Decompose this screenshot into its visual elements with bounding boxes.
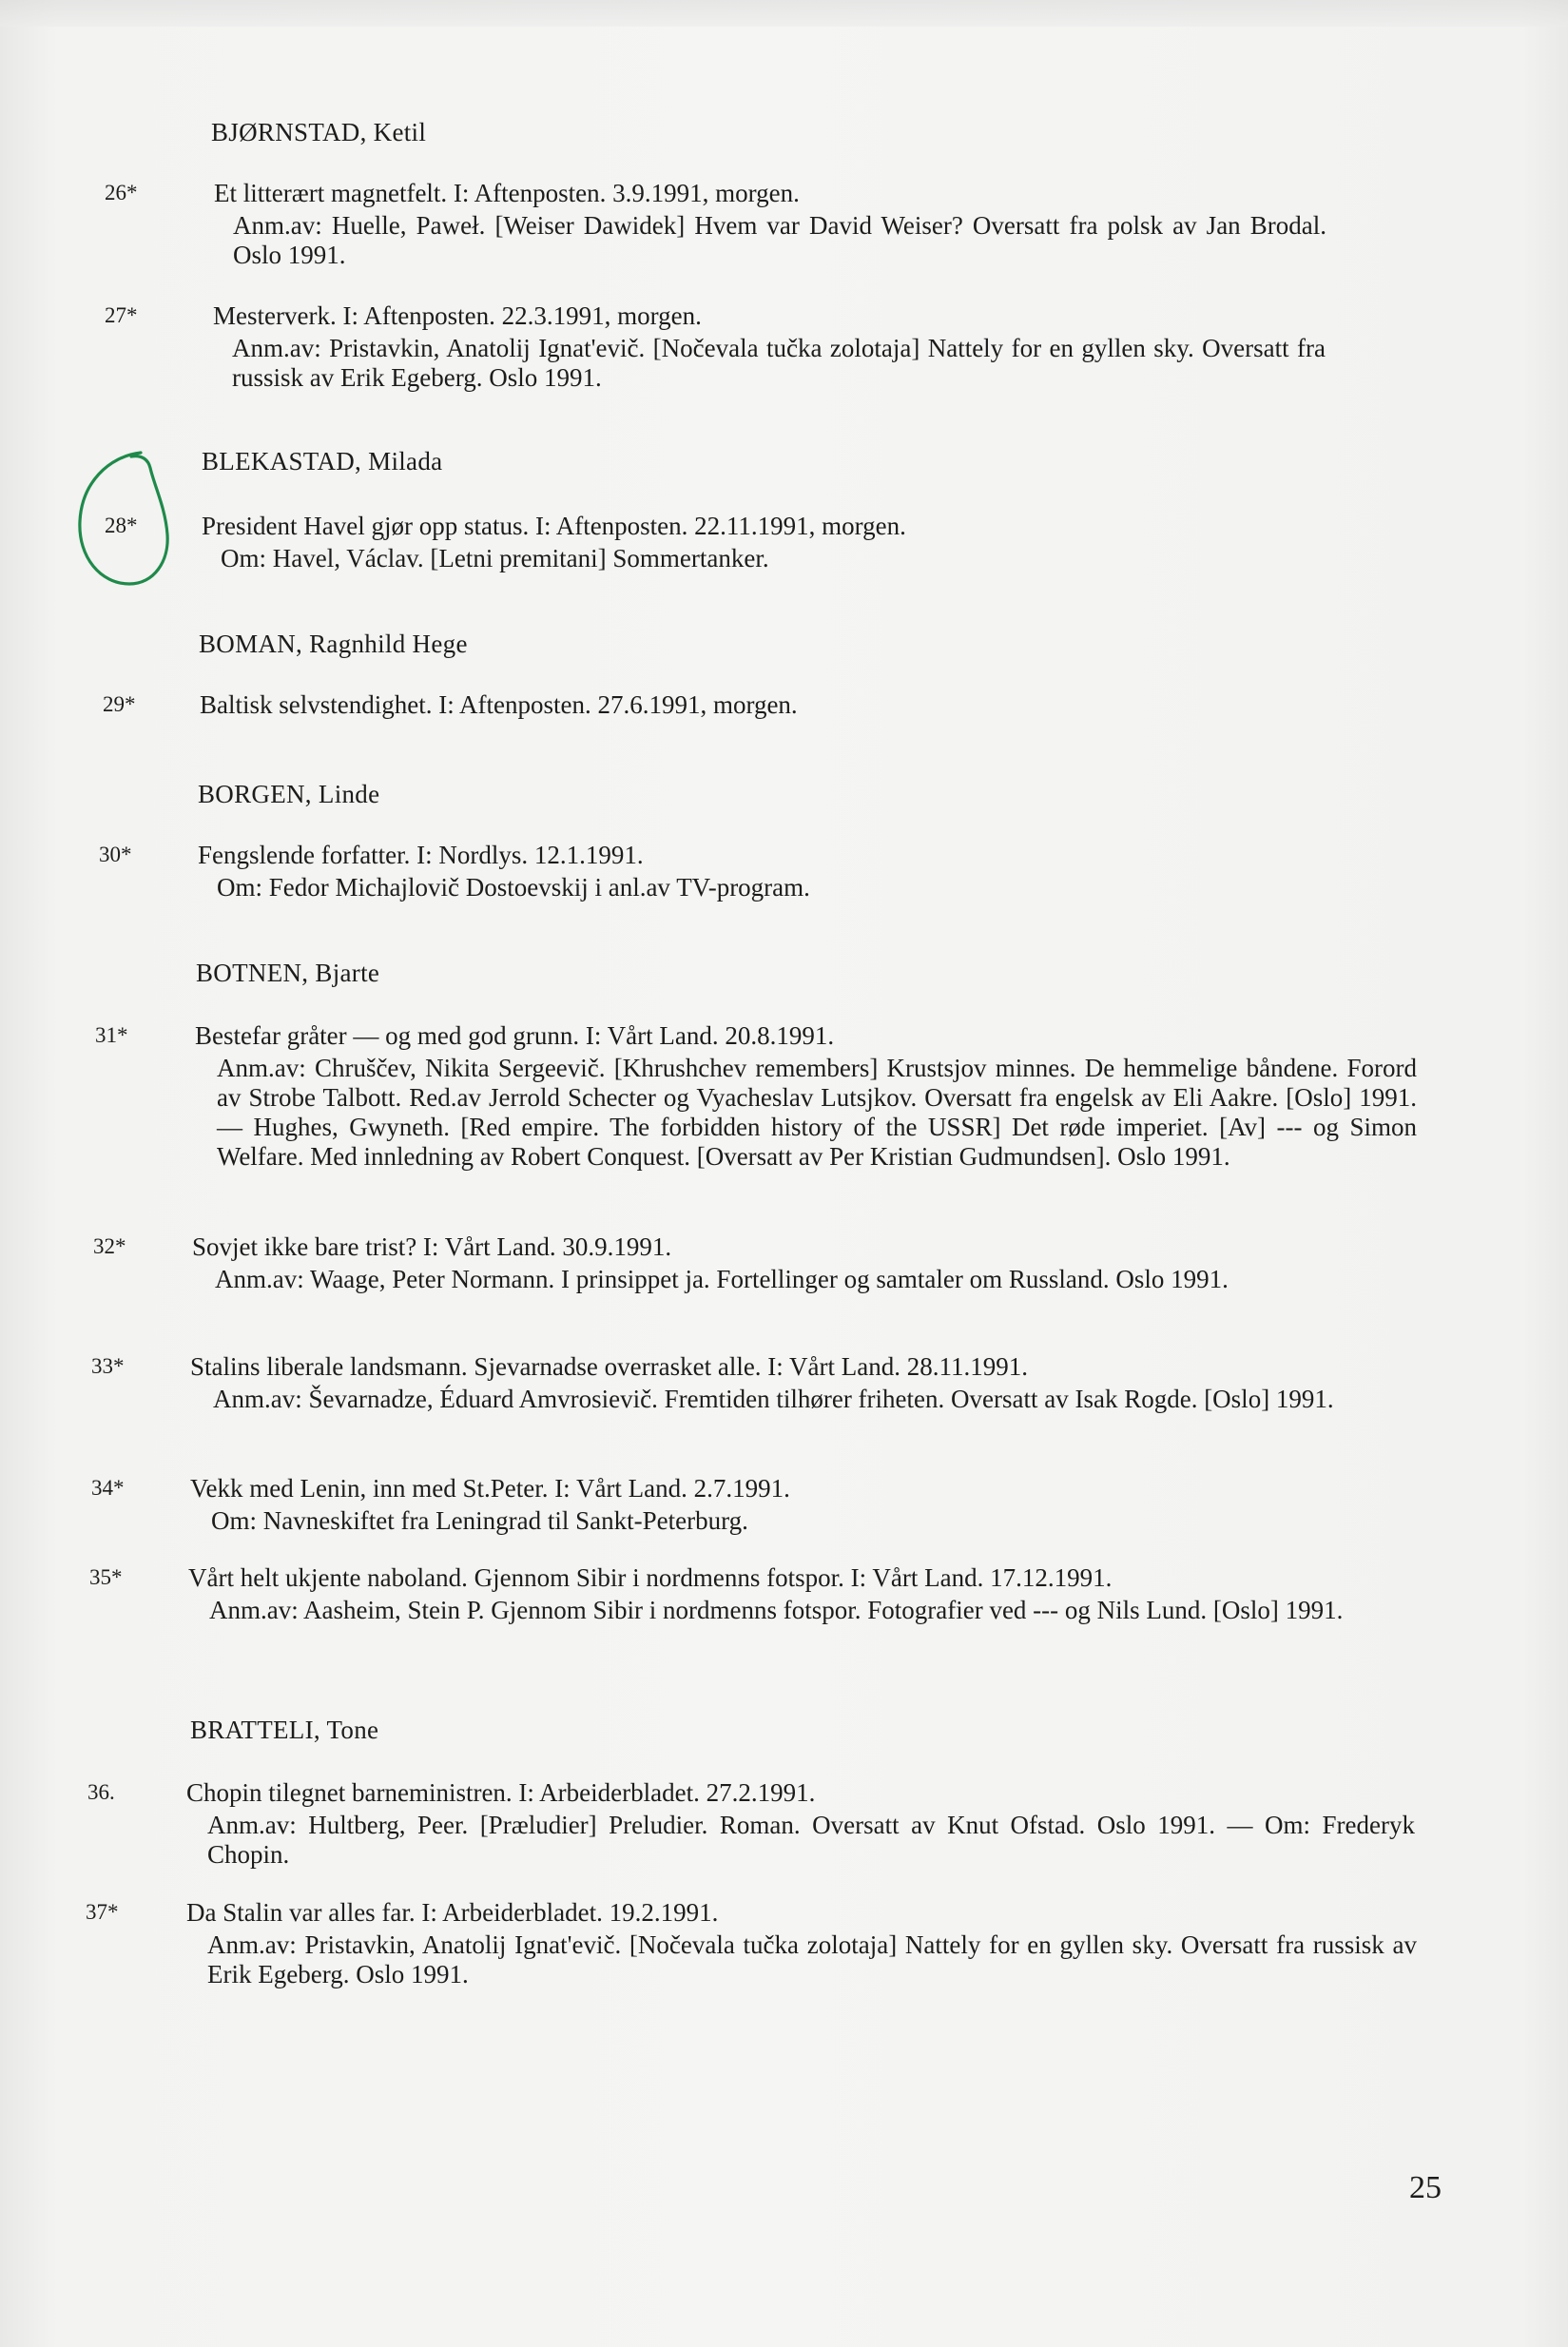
entry-number: 32* bbox=[93, 1234, 126, 1258]
entry-note: Anm.av: Waage, Peter Normann. I prinsippet ja. Fortellinger og samtaler om Russland. Oslo 1991. bbox=[215, 1265, 1229, 1293]
entry-note: Om: Havel, Václav. [Letni premitani] Sommertanker. bbox=[221, 544, 769, 572]
entry-note: Anm.av: Huelle, Paweł. [Weiser Dawidek] Hvem var David Weiser? Oversatt fra polsk av Jan Brodal. Oslo 1991. bbox=[233, 211, 1326, 269]
entry-number: 31* bbox=[95, 1023, 128, 1047]
entry-title: Da Stalin var alles far. I: Arbeiderbladet. 19.2.1991. bbox=[186, 1898, 719, 1927]
entry-note: Anm.av: Hultberg, Peer. [Præludier] Preludier. Roman. Oversatt av Knut Ofstad. Oslo 1991. — Om: Frederyk Chopin. bbox=[207, 1811, 1415, 1869]
entry-number: 30* bbox=[99, 843, 132, 866]
entry-note: Anm.av: Ševarnadze, Éduard Amvrosievič. Fremtiden tilhører friheten. Oversatt av Isak Rogde. [Oslo] 1991. bbox=[213, 1385, 1334, 1413]
entry-number: 29* bbox=[103, 692, 136, 716]
entry-title: Baltisk selvstendighet. I: Aftenposten. 27.6.1991, morgen. bbox=[200, 690, 798, 719]
entry-note: Anm.av: Aasheim, Stein P. Gjennom Sibir i nordmenns fotspor. Fotografier ved --- og Nils Lund. [Oslo] 1991. bbox=[209, 1596, 1344, 1624]
author-heading: BOMAN, Ragnhild Hege bbox=[199, 630, 468, 658]
entry-title: Sovjet ikke bare trist? I: Vårt Land. 30.9.1991. bbox=[192, 1232, 672, 1261]
entry-title: Fengslende forfatter. I: Nordlys. 12.1.1991. bbox=[198, 841, 644, 869]
entry-title: Chopin tilegnet barneministren. I: Arbeiderbladet. 27.2.1991. bbox=[186, 1778, 816, 1807]
entry-number: 26* bbox=[105, 181, 138, 204]
entry-title: Stalins liberale landsmann. Sjevarnadse overrasket alle. I: Vårt Land. 28.11.1991. bbox=[190, 1352, 1029, 1381]
entry-number: 34* bbox=[91, 1476, 125, 1500]
entry-note: Anm.av: Chruščev, Nikita Sergeevič. [Khrushchev remembers] Krustsjov minnes. De hemmelige båndene. Forord av Strobe Talbott. Red.av Jerrold Schecter og Vyacheslav Lutsjkov. Oversatt fra engelsk av Eli Aakre. [Oslo] 1991. — Hughes, Gwyneth. [Red empire. The forbidden history of the USSR] Det røde imperiet. [Av] --- og Simon Welfare. Med innledning av Robert Conquest. [Oversatt av Per Kristian Gudmundsen]. Oslo 1991. bbox=[217, 1054, 1417, 1171]
entry-number: 37* bbox=[86, 1900, 119, 1924]
entry-number: 35* bbox=[89, 1565, 123, 1589]
entry-number: 28* bbox=[105, 514, 138, 537]
entry-title: President Havel gjør opp status. I: Aftenposten. 22.11.1991, morgen. bbox=[202, 512, 906, 540]
entry-title: Et litterært magnetfelt. I: Aftenposten. 3.9.1991, morgen. bbox=[214, 179, 800, 207]
author-heading: BRATTELI, Tone bbox=[190, 1716, 379, 1744]
entry-title: Vekk med Lenin, inn med St.Peter. I: Vårt Land. 2.7.1991. bbox=[190, 1474, 790, 1503]
entry-note: Anm.av: Pristavkin, Anatolij Ignat'evič. [Nočevala tučka zolotaja] Nattely for en gyllen sky. Oversatt fra russisk av Erik Egeberg. Oslo 1991. bbox=[207, 1930, 1417, 1988]
page-number: 25 bbox=[1409, 2170, 1442, 2205]
author-heading: BLEKASTAD, Milada bbox=[202, 447, 443, 475]
entry-note: Om: Navneskiftet fra Leningrad til Sankt-Peterburg. bbox=[211, 1506, 748, 1535]
handwritten-circle-mark bbox=[72, 447, 175, 590]
entry-note: Anm.av: Pristavkin, Anatolij Ignat'evič. [Nočevala tučka zolotaja] Nattely for en gyllen sky. Oversatt fra russisk av Erik Egeberg. Oslo 1991. bbox=[232, 334, 1326, 392]
entry-number: 36. bbox=[87, 1780, 115, 1804]
author-heading: BOTNEN, Bjarte bbox=[196, 959, 380, 987]
entry-title: Mesterverk. I: Aftenposten. 22.3.1991, morgen. bbox=[213, 301, 702, 330]
entry-number: 27* bbox=[105, 303, 138, 327]
author-heading: BORGEN, Linde bbox=[198, 780, 380, 808]
author-heading: BJØRNSTAD, Ketil bbox=[211, 118, 427, 146]
page-top-edge bbox=[0, 0, 1568, 27]
entry-note: Om: Fedor Michajlovič Dostoevskij i anl.av TV-program. bbox=[217, 873, 810, 902]
entry-title: Bestefar gråter — og med god grunn. I: Vårt Land. 20.8.1991. bbox=[195, 1021, 835, 1050]
entry-title: Vårt helt ukjente naboland. Gjennom Sibir i nordmenns fotspor. I: Vårt Land. 17.12.1991. bbox=[188, 1563, 1113, 1592]
entry-number: 33* bbox=[91, 1354, 125, 1378]
